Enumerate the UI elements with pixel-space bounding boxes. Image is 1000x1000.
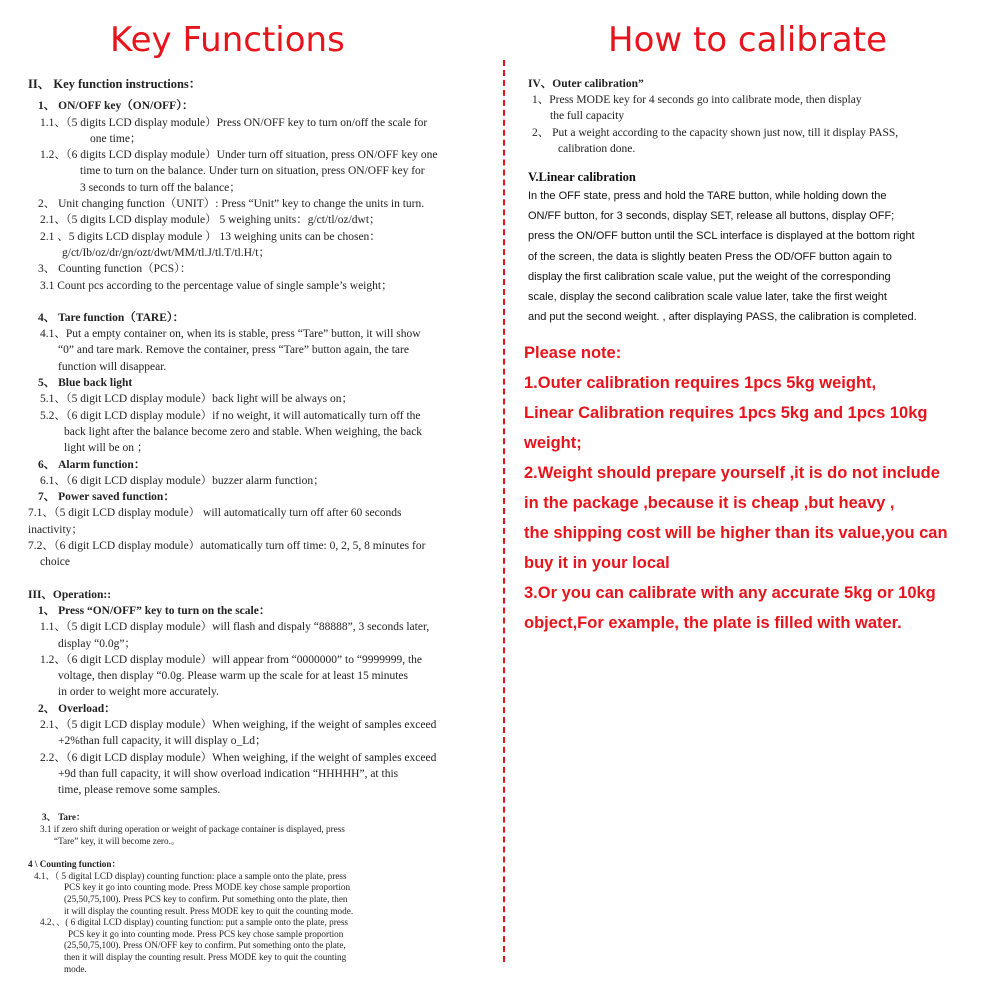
text-line: the full capacity <box>550 110 625 123</box>
linear-calibration <box>528 168 973 327</box>
text-line: of the screen, the data is slightly beaten Press the OD/OFF button again to <box>528 250 892 263</box>
key-function-instructions <box>28 76 478 975</box>
text-line: choice <box>40 556 71 569</box>
text-line: press the ON/OFF button until the SCL interface is displayed at the bottom right <box>528 230 915 243</box>
note-line: Linear Calibration requires 1pcs 5kg and 1pcs 10kg <box>524 404 928 422</box>
text-line: it will display the counting result. Press MODE key to quit the counting mode. <box>64 905 354 916</box>
unit-title: 2、 Unit changing function（UNIT）: Press “Unit” key to change the units in turn. <box>38 198 425 211</box>
text-line: time, please remove some samples. <box>58 784 221 797</box>
note-line: 1.Outer calibration requires 1pcs 5kg weight, <box>524 374 877 392</box>
column-divider <box>503 60 505 962</box>
text-line: 4.1、Put a empty container on, when its is stable, press “Tare” button, it will show <box>40 328 421 341</box>
how-to-calibrate-heading: How to calibrate <box>608 20 887 60</box>
text-line: 1.2、（6 digit LCD display module）will appear from “0000000” to “9999999, the <box>40 653 422 666</box>
text-line: 1.1、（5 digit LCD display module）will flash and dispaly “88888”, 3 seconds later, <box>40 621 430 634</box>
text-line: then it will display the counting result. Press MODE key to quit the counting <box>64 952 347 962</box>
text-line: +2%than full capacity, it will display o_Ld； <box>58 735 267 748</box>
key-functions-heading: Key Functions <box>110 20 345 60</box>
backlight-title: 5、 Blue back light <box>38 377 133 390</box>
text-line: 2.1、（5 digits LCD display module） 5 weighing units：g/ct/tl/oz/dwt； <box>40 214 381 227</box>
text-line: ON/FF button, for 3 seconds, display SET, release all buttons, display OFF; <box>528 210 895 223</box>
text-line: light will be on ； <box>64 442 149 455</box>
small-counting-title: 4 \ Counting function： <box>28 859 121 870</box>
text-line: 2、 Put a weight according to the capacity shown just now, till it display PASS, <box>532 126 899 139</box>
text-line: g/ct/Ib/oz/dr/gn/ozt/dwt/MM/tl.J/tl.T/tl.H/t； <box>62 246 270 259</box>
text-line: 2.1 、5 digits LCD display module ） 13 weighing units can be chosen： <box>40 230 381 243</box>
small-print-section <box>28 812 478 975</box>
press-on-title: 1、 Press “ON/OFF” key to turn on the scale： <box>38 604 271 617</box>
text-line: 1.1、（5 digits LCD display module）Press ON/OFF key to turn on/off the scale for <box>40 116 428 129</box>
text-line: 4.2、、( 6 digital LCD display) counting function: put a sample onto the plate, press <box>40 917 348 928</box>
text-line: in order to weight more accurately. <box>58 686 219 699</box>
text-line: 4.1、（ 5 digital LCD display) counting function: place a sample onto the plate, press <box>34 870 347 881</box>
text-line: 7.1、（5 digit LCD display module） will automatically turn off after 60 seconds <box>28 507 402 520</box>
text-line: time to turn on the balance. Under turn on situation, press ON/OFF key for <box>80 165 425 178</box>
section-title: II、 Key function instructions： <box>28 77 202 91</box>
please-note <box>524 338 994 638</box>
text-line: 3.1 if zero shift during operation or weight of package container is displayed, press <box>40 824 345 835</box>
text-line: voltage, then display “0.0g. Please warm up the scale for at least 15 minutes <box>58 670 409 683</box>
tare-title: 4、 Tare function（TARE）： <box>38 311 185 324</box>
text-line: display the first calibration scale value, put the weight of the corresponding <box>528 270 891 283</box>
text-line: inactivity； <box>28 523 83 536</box>
outer-calibration <box>528 76 968 157</box>
text-line: 7.2、（6 digit LCD display module）automatically turn off time: 0, 2, 5, 8 minutes for <box>28 540 426 553</box>
text-line: 6.1、（6 digit LCD display module）buzzer alarm function； <box>40 474 325 487</box>
text-line: 3 seconds to turn off the balance； <box>80 181 241 194</box>
text-line: In the OFF state, press and hold the TARE button, while holding down the <box>528 190 887 202</box>
counting-title: 3、 Counting function（PCS）： <box>38 263 192 276</box>
text-line: (25,50,75,100). Press ON/OFF key to confirm. Put something onto the plate, <box>64 940 346 951</box>
text-line: scale, display the second calibration scale value later, take the first weight <box>528 291 887 304</box>
small-tare-title: 3、 Tare： <box>42 812 86 823</box>
on-off-title: 1、 ON/OFF key（ON/OFF）： <box>38 100 194 113</box>
note-line: 3.Or you can calibrate with any accurate 5kg or 10kg <box>524 584 936 602</box>
text-line: one time； <box>90 132 142 145</box>
text-line: 5.1、（5 digit LCD display module）back light will be always on； <box>40 393 354 406</box>
note-line: 2.Weight should prepare yourself ,it is do not include <box>524 464 940 482</box>
text-line: 1.2、（6 digits LCD display module）Under turn off situation, press ON/OFF key one <box>40 149 438 162</box>
power-title: 7、 Power saved function： <box>38 491 175 504</box>
text-line: 2.1、（5 digit LCD display module）When weighing, if the weight of samples exceed <box>40 718 437 731</box>
text-line: “Tare” key, it will become zero.。 <box>54 835 181 846</box>
text-line: PCS key it go into counting mode. Press PCS key chose sample proportion <box>68 928 344 939</box>
text-line: +9d than full capacity, it will show overload indication “HHHHH”, at this <box>58 767 399 780</box>
note-line: in the package ,because it is cheap ,but heavy , <box>524 494 895 512</box>
overload-title: 2、 Overload： <box>38 702 116 715</box>
text-line: back light after the balance become zero and stable. When weighing, the back <box>64 425 423 438</box>
text-line: function will disappear. <box>58 360 167 373</box>
text-line: PCS key it go into counting mode. Press MODE key chose sample proportion <box>64 882 351 893</box>
text-line: 1、Press MODE key for 4 seconds go into calibrate mode, then display <box>532 94 862 107</box>
note-line: object,For example, the plate is filled with water. <box>524 614 902 632</box>
note-line: the shipping cost will be higher than its value,you can <box>524 524 948 542</box>
text-line: calibration done. <box>558 142 636 155</box>
text-line: 2.2、（6 digit LCD display module）When weighing, if the weight of samples exceed <box>40 751 437 764</box>
note-line: buy it in your local <box>524 554 670 572</box>
linear-calibration-title: V.Linear calibration <box>528 170 636 184</box>
note-title: Please note: <box>524 344 622 362</box>
text-line: display “0.0g”； <box>58 637 136 650</box>
text-line: mode. <box>64 963 87 974</box>
note-line: weight; <box>524 434 582 452</box>
alarm-title: 6、 Alarm function： <box>38 458 146 471</box>
text-line: “0” and tare mark. Remove the container, press “Tare” button again, the tare <box>58 344 409 357</box>
text-line: 3.1 Count pcs according to the percentage value of single sample’s weight； <box>40 279 393 292</box>
text-line: (25,50,75,100). Press PCS key to confirm. Put something onto the plate, then <box>64 894 348 905</box>
text-line: 5.2、（6 digit LCD display module）if no weight, it will automatically turn off the <box>40 409 421 422</box>
outer-calibration-title: IV、Outer calibration” <box>528 78 644 90</box>
operation-title: III、Operation:: <box>28 588 112 601</box>
text-line: and put the second weight. , after displaying PASS, the calibration is completed. <box>528 311 917 324</box>
